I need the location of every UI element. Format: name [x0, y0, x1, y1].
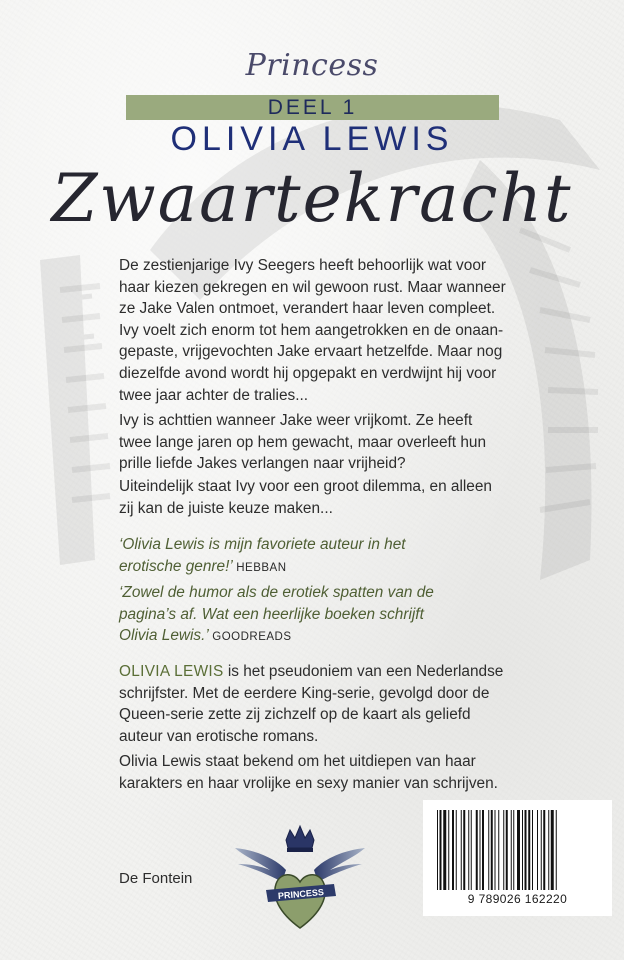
barcode-bar — [525, 810, 527, 890]
quote-1-line-2: erotische genre!’ — [119, 557, 232, 575]
barcode-bar — [476, 810, 478, 890]
barcode-bar — [513, 810, 514, 890]
volume-band — [126, 95, 499, 120]
barcode-bar — [543, 810, 545, 890]
barcode-bar — [456, 810, 457, 890]
blurb-paragraph-2: Ivy is achttien wanneer Jake weer vrijkomt. Ze heeft twee lange jaren op hem gewacht, maar overleeft hun prille liefde Jakes verlangen naar vrijheid? — [119, 412, 487, 473]
about-author-paragraph-2: Olivia Lewis staat bekend om het uitdiepen van haar karakters en haar vrolijke en sexy manier van schrijven. — [119, 753, 498, 792]
princess-logo — [230, 820, 370, 935]
author-name: OLIVIA LEWIS — [170, 120, 454, 158]
quote-2-line-2: pagina’s af. Wat een heerlijke boeken schrijft — [119, 605, 424, 623]
blurb-paragraph-1: De zestienjarige Ivy Seegers heeft behoorlijk wat voor haar kiezen gekregen en wil gewoon rust. Maar wanneer ze Jake Valen ontmoet, verandert haar leven compleet. Ivy voelt zich enorm tot hem aangetrokken en de onaan- gepaste, vrijgevochten Jake ervaart hetzelfde. Maar nog diezelfde avond wordt hij opgepakt en verdwijnt hij voor twee jaar achter de tralies... — [119, 257, 506, 404]
barcode-bar — [548, 810, 549, 890]
quote-2-line-3: Olivia Lewis.’ — [119, 627, 208, 645]
barcode-bars — [433, 810, 602, 890]
about-line-1-rest: is het pseudoniem van een Nederlandse — [223, 663, 504, 680]
volume-label: DEEL 1 — [267, 96, 358, 119]
publisher-name: De Fontein — [119, 870, 193, 887]
barcode-bar — [491, 810, 493, 890]
barcode-bar — [482, 810, 484, 890]
barcode-bar — [528, 810, 530, 890]
barcode-bar — [532, 810, 533, 890]
quote-1-source: HEBBAN — [236, 561, 287, 574]
barcode-bar — [556, 810, 557, 890]
isbn-number: 9 789026 162220 — [467, 892, 568, 906]
barcode-bar — [537, 810, 538, 890]
review-quote-1 — [119, 534, 529, 579]
barcode-bar — [541, 810, 542, 890]
about-rest: schrijfster. Met de eerdere King-serie, gevolgd door de Queen-serie zette zij zichzelf op de kaart als geliefd auteur van erotische romans. — [119, 684, 490, 745]
barcode-bar — [448, 810, 449, 890]
barcode-bar — [480, 810, 481, 890]
barcode-bar — [506, 810, 508, 890]
barcode-bar — [471, 810, 472, 890]
barcode-bar — [468, 810, 469, 890]
barcode-bar — [551, 810, 554, 890]
blurb-paragraph-3: Uiteindelijk staat Ivy voor een groot dilemma, en alleen zij kan de juiste keuze maken... — [119, 478, 492, 517]
barcode-bar — [495, 810, 496, 890]
barcode-bar — [498, 810, 499, 890]
book-title: Zwaartekracht — [51, 160, 573, 237]
about-author-name: OLIVIA LEWIS — [119, 663, 224, 680]
barcode — [423, 800, 612, 916]
quote-2-source: GOODREADS — [212, 631, 292, 644]
barcode-bar — [522, 810, 523, 890]
quote-2-line-1: ‘Zowel de humor als de erotiek spatten van de — [119, 584, 434, 601]
barcode-bar — [463, 810, 465, 890]
series-name: Princess — [245, 48, 379, 83]
quote-1-line-1: ‘Olivia Lewis is mijn favoriete auteur in het — [119, 536, 406, 553]
barcode-bar — [440, 810, 442, 890]
review-quote-2 — [119, 582, 529, 649]
barcode-bar — [461, 810, 462, 890]
barcode-bar — [511, 810, 512, 890]
barcode-bar — [452, 810, 454, 890]
barcode-bar — [437, 810, 438, 890]
barcode-bar — [443, 810, 446, 890]
about-author-paragraph-1 — [119, 661, 529, 747]
barcode-bar — [488, 810, 489, 890]
barcode-bar — [503, 810, 504, 890]
barcode-bar — [517, 810, 520, 890]
logo-text: PRINCESS — [277, 887, 325, 901]
